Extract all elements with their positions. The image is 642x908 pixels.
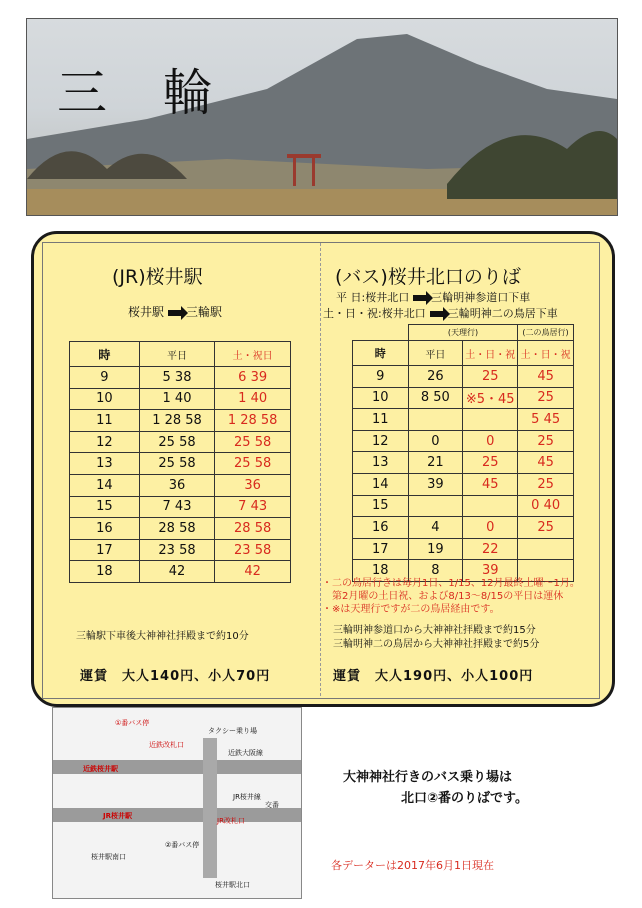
map-bus-stop-1: ①番バス停: [115, 719, 150, 727]
time-cell: 1 28 58: [139, 410, 215, 432]
page-title: 三 輪: [57, 64, 233, 122]
time-cell: 19: [408, 538, 463, 560]
table-row: [70, 388, 291, 410]
time-cell: 7 43: [215, 496, 291, 518]
route1-from: 平 日:桜井北口: [336, 291, 410, 304]
table-row: [353, 366, 574, 388]
table-header-row: [353, 341, 574, 366]
time-cell: 42: [139, 561, 215, 583]
table-row: [70, 474, 291, 496]
col-holiday: 土・祝日: [215, 342, 291, 367]
hour-cell: 10: [353, 387, 409, 409]
time-cell: [463, 495, 518, 517]
time-cell: 5 38: [139, 367, 215, 389]
time-cell: 1 40: [139, 388, 215, 410]
arrow-right-icon: [430, 311, 444, 317]
jr-walk-note: 三輪駅下車後大神神社拝殿まで約10分: [76, 631, 249, 642]
table-row: [70, 367, 291, 389]
hour-cell: 13: [70, 453, 140, 475]
group-tenri: (天理行): [409, 325, 518, 341]
bus-stop-info-1: 大神神社行きのバス乗り場は: [343, 770, 513, 785]
hour-cell: 18: [70, 561, 140, 583]
time-cell: 23 58: [139, 539, 215, 561]
time-cell: 25: [518, 430, 574, 452]
arrow-right-icon: [413, 295, 427, 301]
bus-stop-info-2: 北口②番のりばです。: [401, 791, 528, 806]
time-cell: 1 40: [215, 388, 291, 410]
jr-fare: 運賃 大人140円、小人70円: [80, 669, 271, 684]
hour-cell: 17: [70, 539, 140, 561]
station-map: [52, 707, 302, 899]
table-row: [70, 410, 291, 432]
jr-route: [128, 303, 222, 320]
bus-note-1: ・二の鳥居行きは毎月1日、1/15、12月最終土曜～1月。: [322, 578, 580, 589]
time-cell: 25: [518, 517, 574, 539]
column-divider: [320, 243, 321, 696]
map-kintetsu-line: 近鉄大阪線: [228, 749, 263, 757]
time-cell: 45: [518, 452, 574, 474]
map-kintetsu-station: 近鉄桜井駅: [83, 765, 118, 773]
col-weekday: 平日: [408, 341, 463, 366]
hour-cell: 11: [70, 410, 140, 432]
time-cell: 25 58: [215, 431, 291, 453]
hour-cell: 9: [70, 367, 140, 389]
map-koban: 交番: [265, 801, 279, 809]
table-row: [353, 517, 574, 539]
route2-to: 三輪明神二の鳥居下車: [447, 307, 558, 320]
hour-cell: 14: [353, 473, 409, 495]
bus-group-header: [408, 324, 574, 341]
jr-title: (JR)桜井駅: [112, 266, 203, 288]
hour-cell: 16: [353, 517, 409, 539]
col-holiday-tenri: 土・日・祝: [463, 341, 518, 366]
bus-walk-1: 三輪明神参道口から大神神社拝殿まで約15分: [333, 625, 536, 636]
map-kintetsu-gate: 近鉄改札口: [149, 741, 184, 749]
map-north-exit: 桜井駅北口: [215, 881, 250, 889]
bus-note-2: 第2月曜の土日祝、および8/13～8/15の平日は運休: [332, 591, 564, 602]
time-cell: 39: [408, 473, 463, 495]
table-row: [70, 453, 291, 475]
hour-cell: 9: [353, 366, 409, 388]
overpass: [203, 738, 217, 878]
bus-note-3: ・※は天理行ですが二の鳥居経由です。: [322, 604, 500, 615]
time-cell: 0 40: [518, 495, 574, 517]
hour-cell: 15: [353, 495, 409, 517]
bus-fare: 運賃 大人190円、小人100円: [333, 669, 534, 684]
time-cell: [463, 409, 518, 431]
time-cell: ※5・45: [463, 387, 518, 409]
time-cell: 21: [408, 452, 463, 474]
time-cell: 25 58: [139, 453, 215, 475]
time-cell: 25: [463, 452, 518, 474]
time-cell: 0: [463, 517, 518, 539]
time-cell: 28 58: [215, 518, 291, 540]
table-row: [70, 539, 291, 561]
hour-cell: 12: [70, 431, 140, 453]
col-hour: 時: [70, 342, 140, 367]
hour-cell: 17: [353, 538, 409, 560]
time-cell: 25: [518, 387, 574, 409]
time-cell: 0: [408, 430, 463, 452]
time-cell: 5 45: [518, 409, 574, 431]
time-cell: [408, 495, 463, 517]
time-cell: 7 43: [139, 496, 215, 518]
hour-cell: 10: [70, 388, 140, 410]
arrow-right-icon: [168, 310, 182, 316]
hour-cell: 11: [353, 409, 409, 431]
hour-cell: 18: [353, 560, 409, 582]
table-row: [353, 430, 574, 452]
map-south-exit: 桜井駅南口: [91, 853, 126, 861]
route1-to: 三輪明神参道口下車: [431, 291, 531, 304]
table-row: [70, 431, 291, 453]
hour-cell: 15: [70, 496, 140, 518]
time-cell: 36: [139, 474, 215, 496]
time-cell: 22: [463, 538, 518, 560]
time-cell: 25: [463, 366, 518, 388]
time-cell: [518, 538, 574, 560]
table-row: [70, 496, 291, 518]
time-cell: 45: [518, 366, 574, 388]
route-to: 三輪駅: [186, 305, 223, 319]
time-cell: 45: [463, 473, 518, 495]
time-cell: 25: [518, 473, 574, 495]
time-cell: 8 50: [408, 387, 463, 409]
jr-rail: [53, 808, 301, 822]
bus-route-holiday: [323, 305, 558, 321]
table-row: [70, 518, 291, 540]
time-cell: 4: [408, 517, 463, 539]
time-cell: 23 58: [215, 539, 291, 561]
time-cell: 36: [215, 474, 291, 496]
time-cell: 6 39: [215, 367, 291, 389]
bus-timetable: [352, 340, 574, 582]
route-from: 桜井駅: [128, 305, 165, 319]
table-row: [353, 495, 574, 517]
time-cell: 8: [408, 560, 463, 582]
time-cell: 39: [463, 560, 518, 582]
map-taxi: タクシー乗り場: [208, 727, 257, 735]
table-row: [353, 538, 574, 560]
hour-cell: 13: [353, 452, 409, 474]
data-date-note: 各データーは2017年6月1日現在: [331, 859, 494, 872]
header-photo: [26, 18, 618, 216]
col-holiday-torii: 土・日・祝: [518, 341, 574, 366]
time-cell: 0: [463, 430, 518, 452]
table-row: [353, 473, 574, 495]
route2-from: 土・日・祝:桜井北口: [323, 307, 426, 320]
time-cell: 26: [408, 366, 463, 388]
table-row: [353, 387, 574, 409]
time-cell: 1 28 58: [215, 410, 291, 432]
hour-cell: 14: [70, 474, 140, 496]
col-hour: 時: [353, 341, 409, 366]
table-header-row: [70, 342, 291, 367]
table-row: [353, 409, 574, 431]
time-cell: 25 58: [215, 453, 291, 475]
bus-route-weekday: [336, 289, 530, 305]
time-cell: 28 58: [139, 518, 215, 540]
time-cell: 42: [215, 561, 291, 583]
hour-cell: 12: [353, 430, 409, 452]
map-jr-line: JR桜井線: [233, 793, 261, 801]
table-row: [353, 452, 574, 474]
map-jr-gate: JR改札口: [217, 817, 245, 825]
time-cell: 25 58: [139, 431, 215, 453]
bus-title: (バス)桜井北口のりば: [335, 266, 521, 288]
map-jr-station: JR桜井駅: [103, 812, 132, 820]
bus-walk-2: 三輪明神二の鳥居から大神神社拝殿まで約5分: [333, 639, 540, 650]
time-cell: [408, 409, 463, 431]
group-ninotorii: (二の鳥居行): [517, 325, 573, 341]
hour-cell: 16: [70, 518, 140, 540]
col-weekday: 平日: [139, 342, 215, 367]
map-bus-stop-2: ②番バス停: [165, 841, 200, 849]
table-row: [70, 561, 291, 583]
jr-timetable: [69, 341, 291, 583]
